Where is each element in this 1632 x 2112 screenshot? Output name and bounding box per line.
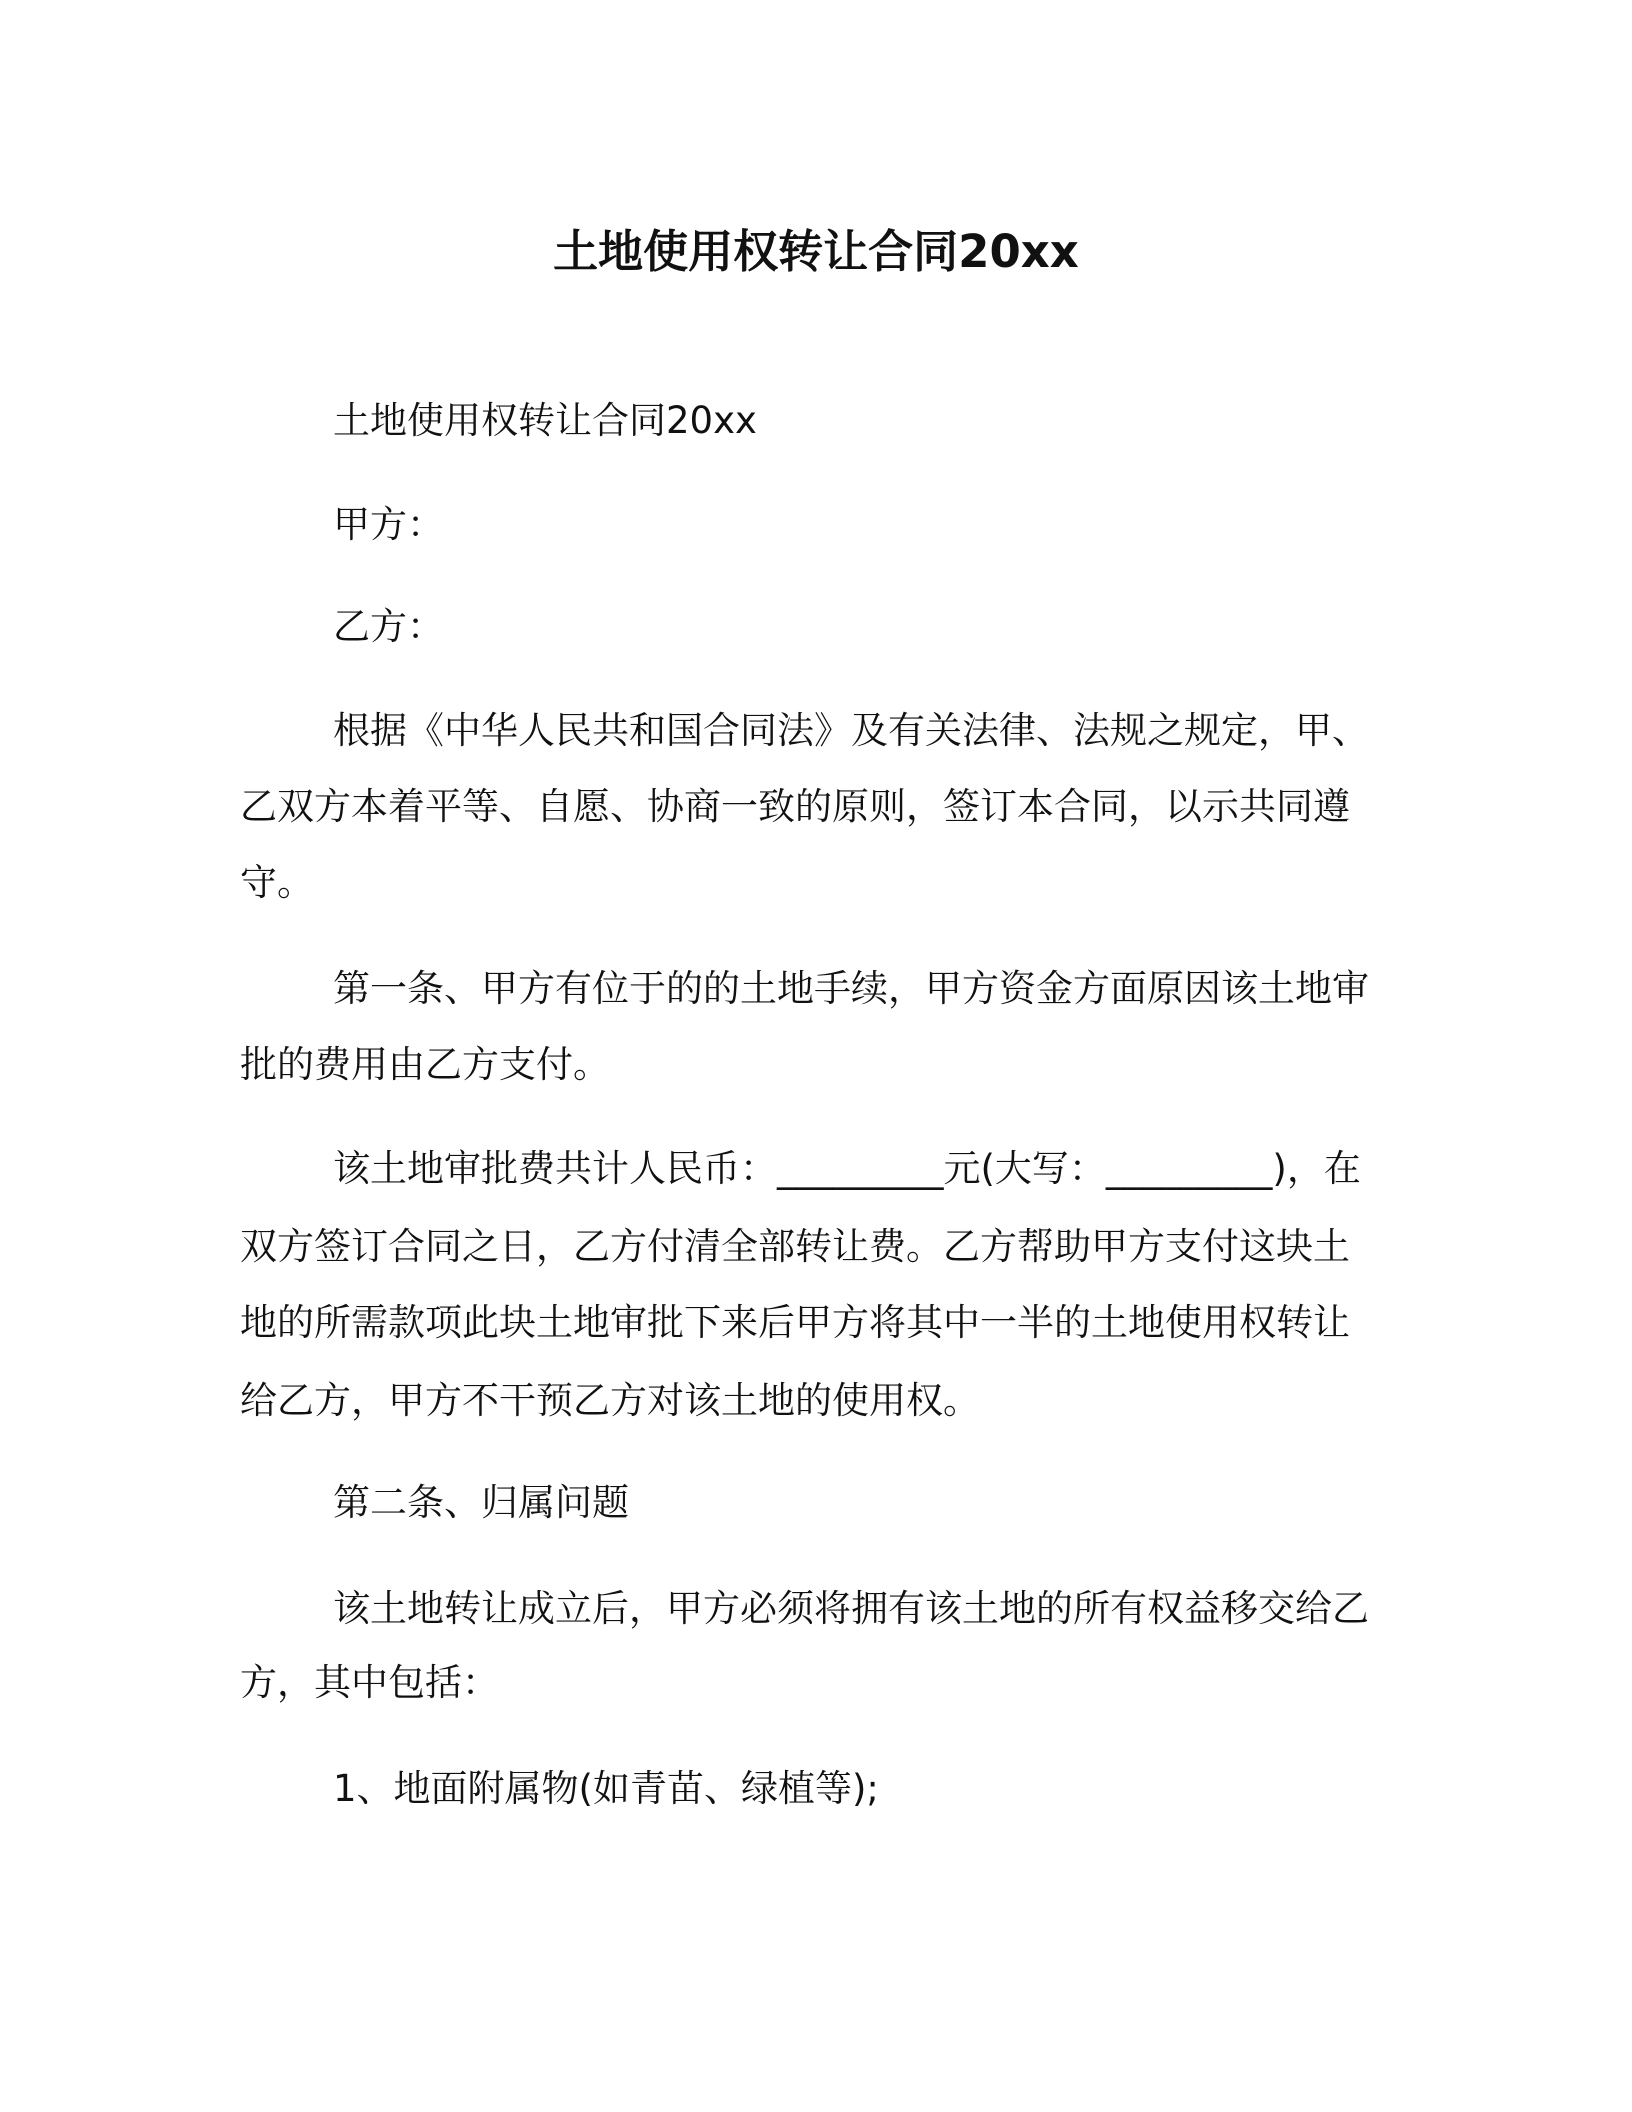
- list-item-1: 1、地面附属物(如青苗、绿植等);: [333, 1767, 879, 1810]
- preamble-line-1: 根据《中华人民共和国合同法》及有关法律、法规之规定，甲、: [333, 709, 1369, 752]
- document-title: 土地使用权转让合同20xx: [553, 225, 1079, 278]
- article2-heading: 第二条、归属问题: [333, 1481, 629, 1524]
- article1-line-1: 第一条、甲方有位于的的土地手续，甲方资金方面原因该土地审: [333, 967, 1369, 1010]
- fee-line-1: 该土地审批费共计人民币：_________元(大写：_________)，在: [333, 1147, 1361, 1190]
- fee-line-3: 地的所需款项此块土地审批下来后甲方将其中一半的土地使用权转让: [240, 1301, 1350, 1344]
- party-a-label: 甲方：: [333, 503, 444, 546]
- document-subtitle: 土地使用权转让合同20xx: [333, 399, 757, 442]
- party-b-label: 乙方：: [333, 605, 444, 648]
- fee-line-4: 给乙方，甲方不干预乙方对该土地的使用权。: [240, 1379, 980, 1422]
- preamble-line-3: 守。: [240, 861, 314, 904]
- article1-line-2: 批的费用由乙方支付。: [240, 1043, 610, 1086]
- article2-body-line-2: 方，其中包括：: [240, 1661, 499, 1704]
- fee-line-2: 双方签订合同之日，乙方付清全部转让费。乙方帮助甲方支付这块土: [240, 1225, 1350, 1268]
- article2-body-line-1: 该土地转让成立后，甲方必须将拥有该土地的所有权益移交给乙: [333, 1587, 1369, 1630]
- preamble-line-2: 乙双方本着平等、自愿、协商一致的原则，签订本合同，以示共同遵: [240, 785, 1350, 828]
